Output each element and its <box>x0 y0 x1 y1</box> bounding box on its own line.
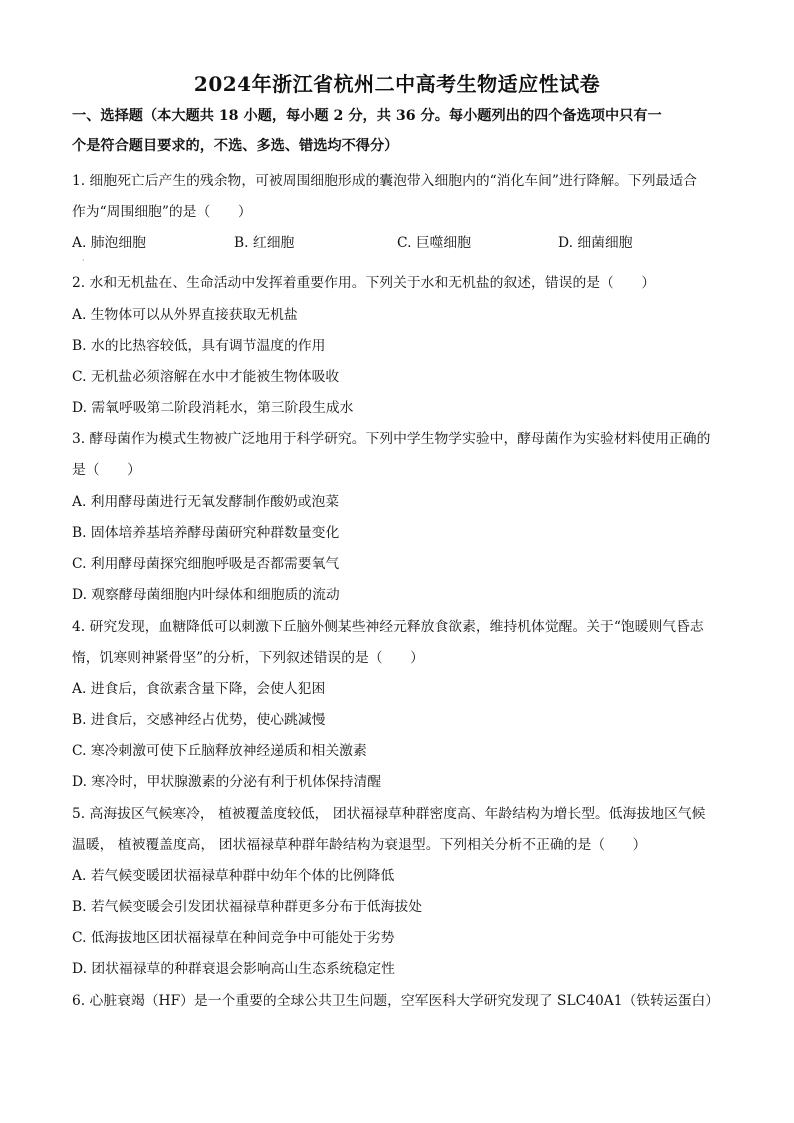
page-title: 2024年浙江省杭州二中高考生物适应性试卷 <box>193 72 601 96</box>
question-5-line2: 温暖， 植被覆盖度高， 团状福禄草种群年龄结构为衰退型。下列相关分析不正确的是（ ） <box>72 837 647 853</box>
question-5-option-a: A. 若气候变暖团状福禄草种群中幼年个体的比例降低 <box>72 868 395 884</box>
question-1-line2: 作为“周围细胞”的是（ ） <box>72 204 252 220</box>
question-3-option-c: C. 利用酵母菌探究细胞呼吸是否都需要氧气 <box>72 556 340 572</box>
question-1-option-b: B. 红细胞 <box>234 235 295 251</box>
question-4-option-a: A. 进食后，食欲素含量下降，会使人犯困 <box>72 681 326 697</box>
section-heading-line1: 一、选择题（本大题共 18 小题，每小题 2 分，共 36 分。每小题列出的四个备选项中只有一 <box>72 108 662 124</box>
question-3-option-d: D. 观察酵母菌细胞内叶绿体和细胞质的流动 <box>72 587 340 603</box>
section-heading-line2: 个是符合题目要求的，不选、多选、错选均不得分） <box>72 138 399 154</box>
stray-mark: · <box>82 256 85 265</box>
question-6-line1: 6. 心脏衰竭（HF）是一个重要的全球公共卫生问题，空军医科大学研究发现了 SLC40A1（铁转运蛋白） <box>72 993 720 1009</box>
question-1-line1: 1. 细胞死亡后产生的残余物，可被周围细胞形成的囊泡带入细胞内的“消化车间”进行降解。下列最适合 <box>72 173 697 189</box>
question-5-option-c: C. 低海拔地区团状福禄草在种间竞争中可能处于劣势 <box>72 930 395 946</box>
question-4-option-d: D. 寒冷时，甲状腺激素的分泌有利于机体保持清醒 <box>72 774 382 790</box>
question-5-line1: 5. 高海拔区气候寒冷， 植被覆盖度较低， 团状福禄草种群密度高、年龄结构为增长型。低海拔地区气候 <box>72 806 706 822</box>
question-4-line1: 4. 研究发现，血糖降低可以刺激下丘脑外侧某些神经元释放食欲素，维持机体觉醒。关于“饱暖则气昏志 <box>72 619 704 635</box>
question-4-option-c: C. 寒冷刺激可使下丘脑释放神经递质和相关激素 <box>72 743 367 759</box>
question-2-line1: 2. 水和无机盐在、生命活动中发挥着重要作用。下列关于水和无机盐的叙述，错误的是（ ） <box>72 275 656 291</box>
question-3-option-a: A. 利用酵母菌进行无氧发酵制作酸奶或泡菜 <box>72 494 340 510</box>
question-2-option-c: C. 无机盐必须溶解在水中才能被生物体吸收 <box>72 369 340 385</box>
question-1-option-c: C. 巨噬细胞 <box>397 235 472 251</box>
question-4-option-b: B. 进食后，交感神经占优势，使心跳减慢 <box>72 712 326 728</box>
question-3-line2: 是（ ） <box>72 462 141 478</box>
question-4-line2: 惰，饥寒则神紧骨坚”的分析，下列叙述错误的是（ ） <box>72 650 424 666</box>
question-5-option-b: B. 若气候变暖会引发团状福禄草种群更多分布于低海拔处 <box>72 899 423 915</box>
question-2-option-d: D. 需氧呼吸第二阶段消耗水，第三阶段生成水 <box>72 400 354 416</box>
question-1-option-d: D. 细菌细胞 <box>558 235 633 251</box>
question-5-option-d: D. 团状福禄草的种群衰退会影响高山生态系统稳定性 <box>72 961 395 977</box>
question-3-option-b: B. 固体培养基培养酵母菌研究种群数量变化 <box>72 525 340 541</box>
question-1-option-a: A. 肺泡细胞 <box>72 235 146 251</box>
question-2-option-b: B. 水的比热容较低，具有调节温度的作用 <box>72 338 326 354</box>
question-2-option-a: A. 生物体可以从外界直接获取无机盐 <box>72 307 298 323</box>
question-3-line1: 3. 酵母菌作为模式生物被广泛地用于科学研究。下列中学生物学实验中，酵母菌作为实验材料使用正确的 <box>72 431 711 447</box>
